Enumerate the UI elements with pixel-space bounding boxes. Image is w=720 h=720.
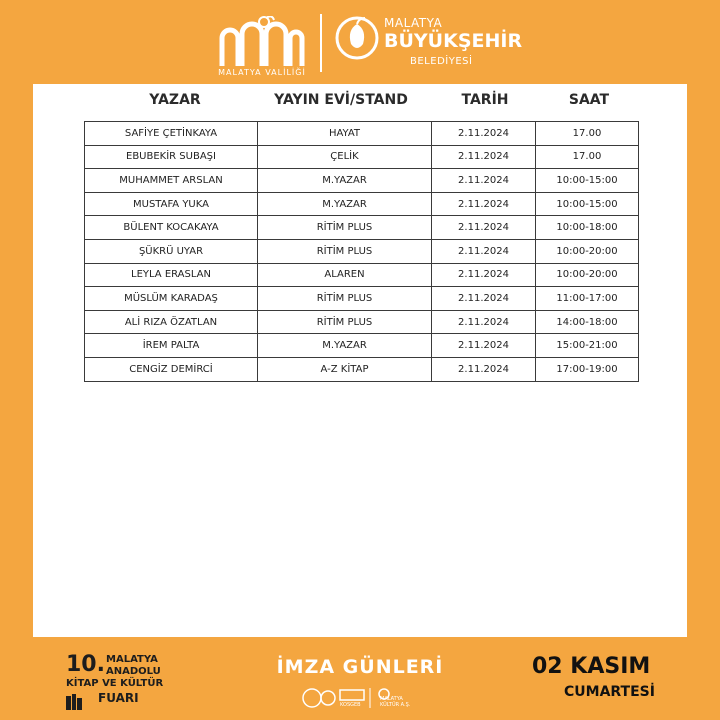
cell-tarih: 2.11.2024: [432, 122, 536, 146]
cell-yayinevi: M.YAZAR: [258, 334, 432, 358]
logo-divider: [320, 14, 322, 72]
cell-yayinevi: ALAREN: [258, 263, 432, 287]
table-row: [85, 334, 639, 358]
cell-saat: 10:00-20:00: [536, 239, 639, 263]
sponsor-label-kultur: MALATYA KÜLTÜR A.Ş.: [380, 696, 411, 708]
cell-yazar: ŞÜKRÜ UYAR: [85, 239, 258, 263]
cell-tarih: 2.11.2024: [432, 310, 536, 334]
column-header-saat: SAAT: [568, 92, 610, 108]
cell-tarih: 2.11.2024: [432, 263, 536, 287]
right-logo-line2: BÜYÜKŞEHİR: [384, 30, 523, 52]
fair-line4: FUARI: [98, 691, 139, 705]
cell-yayinevi: M.YAZAR: [258, 169, 432, 193]
cell-tarih: 2.11.2024: [432, 216, 536, 240]
apricot-emblem-icon: [334, 14, 380, 60]
event-day-text: CUMARTESİ: [564, 684, 655, 700]
event-title: İMZA GÜNLERİ: [276, 656, 444, 678]
table-row: [85, 169, 639, 193]
table-row: [85, 145, 639, 169]
cell-saat: 17:00-19:00: [536, 357, 639, 381]
sponsor-label-kosgeb: KOSGEB: [340, 702, 361, 708]
cell-yayinevi: RİTİM PLUS: [258, 310, 432, 334]
cell-yazar: CENGİZ DEMİRCİ: [85, 357, 258, 381]
cell-yayinevi: A-Z KİTAP: [258, 357, 432, 381]
cell-yayinevi: M.YAZAR: [258, 192, 432, 216]
cell-saat: 10:00-20:00: [536, 263, 639, 287]
cell-tarih: 2.11.2024: [432, 239, 536, 263]
cell-saat: 17.00: [536, 122, 639, 146]
cell-yazar: EBUBEKİR SUBAŞI: [85, 145, 258, 169]
cell-tarih: 2.11.2024: [432, 334, 536, 358]
right-logo-line1: MALATYA: [384, 16, 443, 30]
cell-saat: 15:00-21:00: [536, 334, 639, 358]
signing-schedule-table: [84, 121, 639, 382]
arches-logo-icon: [218, 16, 306, 68]
cell-yayinevi: HAYAT: [258, 122, 432, 146]
cell-yayinevi: RİTİM PLUS: [258, 239, 432, 263]
sponsor-logos: [300, 686, 420, 714]
table-row: [85, 263, 639, 287]
table-row: [85, 216, 639, 240]
column-header-yazar: YAZAR: [149, 92, 201, 108]
cell-saat: 10:00-18:00: [536, 216, 639, 240]
fair-line3: KİTAP VE KÜLTÜR: [66, 678, 164, 689]
cell-saat: 14:00-18:00: [536, 310, 639, 334]
table-row: [85, 192, 639, 216]
cell-tarih: 2.11.2024: [432, 287, 536, 311]
table-row: [85, 310, 639, 334]
event-date-text: 02 KASIM: [532, 654, 651, 679]
cell-yazar: MÜSLÜM KARADAŞ: [85, 287, 258, 311]
column-header-yayinevi: YAYIN EVİ/STAND: [274, 92, 408, 108]
cell-tarih: 2.11.2024: [432, 357, 536, 381]
cell-yayinevi: RİTİM PLUS: [258, 216, 432, 240]
cell-yazar: MUSTAFA YUKA: [85, 192, 258, 216]
fair-line1: MALATYA: [106, 654, 158, 665]
buyuksehir-logo: [334, 14, 523, 74]
cell-yazar: LEYLA ERASLAN: [85, 263, 258, 287]
cell-yazar: SAFİYE ÇETİNKAYA: [85, 122, 258, 146]
cell-saat: 17.00: [536, 145, 639, 169]
cell-yazar: ALİ RIZA ÖZATLAN: [85, 310, 258, 334]
table-row: [85, 357, 639, 381]
column-header-tarih: TARİH: [461, 92, 509, 108]
cell-yazar: MUHAMMET ARSLAN: [85, 169, 258, 193]
cell-yayinevi: RİTİM PLUS: [258, 287, 432, 311]
table-row: [85, 122, 639, 146]
left-logo-caption: MALATYA VALİLİĞİ: [218, 68, 306, 77]
books-icon: [66, 694, 94, 710]
table-row: [85, 239, 639, 263]
cell-tarih: 2.11.2024: [432, 169, 536, 193]
cell-yazar: BÜLENT KOCAKAYA: [85, 216, 258, 240]
malatya-valiligi-logo: [212, 8, 312, 80]
cell-tarih: 2.11.2024: [432, 145, 536, 169]
cell-saat: 10:00-15:00: [536, 169, 639, 193]
right-logo-line3: BELEDİYESİ: [410, 56, 473, 67]
cell-saat: 11:00-17:00: [536, 287, 639, 311]
cell-tarih: 2.11.2024: [432, 192, 536, 216]
cell-yayinevi: ÇELİK: [258, 145, 432, 169]
cell-yazar: İREM PALTA: [85, 334, 258, 358]
table-row: [85, 287, 639, 311]
header: [0, 0, 720, 84]
fair-logo: [66, 650, 186, 712]
fair-line2: ANADOLU: [106, 666, 161, 677]
fair-number: 10.: [66, 652, 105, 677]
event-date: [532, 654, 682, 710]
cell-saat: 10:00-15:00: [536, 192, 639, 216]
